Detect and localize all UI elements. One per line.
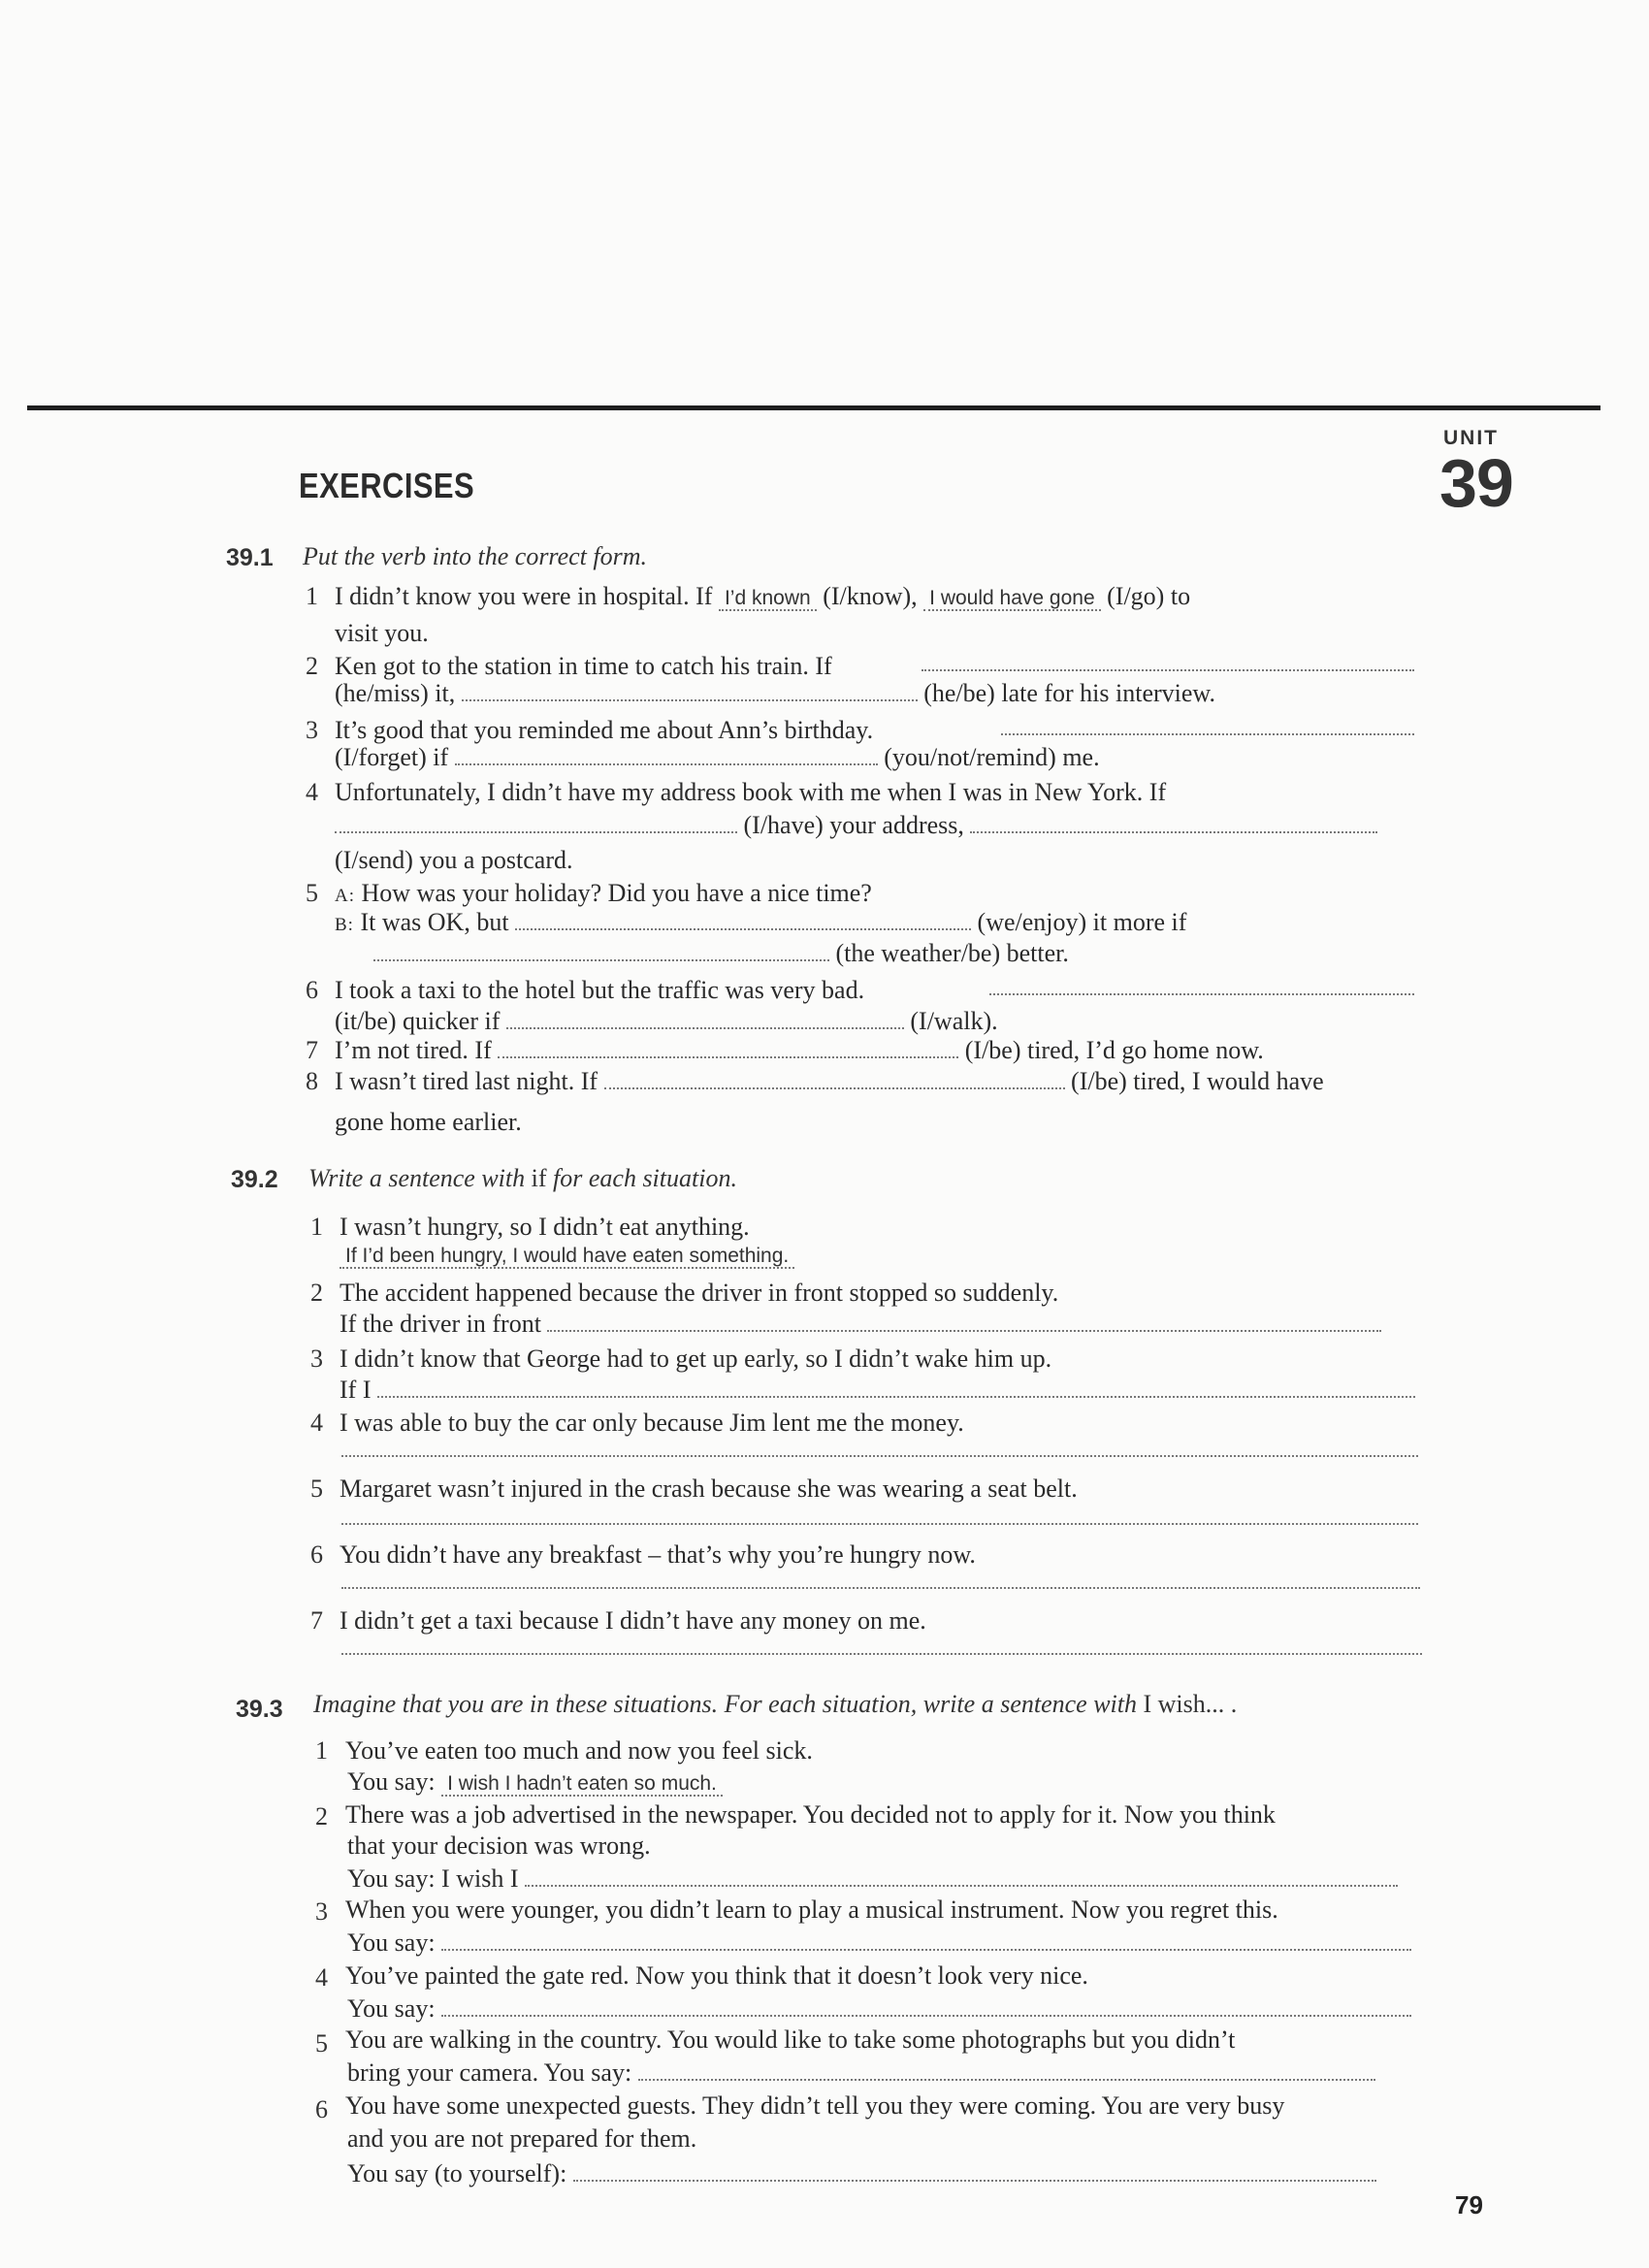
exercise-item: Unfortunately, I didn’t have my address book with me when I was in New York. If [335, 778, 1167, 806]
exercise-item-continued: gone home earlier. [335, 1108, 522, 1136]
exercise-item-continued: (I/send) you a postcard. [335, 846, 573, 874]
exercise-item: You’ve painted the gate red. Now you think that it doesn’t look very nice. [345, 1961, 1088, 1990]
exercise-item: I didn’t know you were in hospital. If I’d known (I/know), I would have gone (I/go) to [335, 582, 1191, 610]
exercise-item: I was able to buy the car only because Jim lent me the money. [340, 1409, 964, 1437]
item-number: 3 [306, 716, 318, 744]
exercise-item-continued [340, 1240, 794, 1271]
item-number: 5 [315, 2029, 328, 2057]
answer-blank[interactable] [373, 942, 829, 961]
exercise-item: The accident happened because the driver in front stopped so suddenly. [340, 1279, 1059, 1307]
answer-blank[interactable] [922, 669, 1414, 671]
exercise-item: There was a job advertised in the newspaper. You decided not to apply for it. Now you think [345, 1800, 1276, 1829]
exercise-item: When you were younger, you didn’t learn to play a musical instrument. Now you regret this. [345, 1895, 1278, 1924]
answer-example: I would have gone [923, 587, 1100, 611]
item-number: 1 [310, 1213, 323, 1241]
answer-blank[interactable] [455, 746, 878, 765]
exercise-item: You’ve eaten too much and now you feel sick. [345, 1736, 813, 1765]
answer-blank[interactable] [525, 1867, 1398, 1887]
answer-blank[interactable] [441, 1931, 1411, 1951]
exercise-item-continued: You say: [347, 1994, 1411, 2024]
exercise-item-continued: You say (to yourself): [347, 2159, 1376, 2188]
answer-blank[interactable] [498, 1039, 958, 1058]
exercise-item-continued: (it/be) quicker if (I/walk). [335, 1007, 998, 1035]
exercise-item-continued: If the driver in front [340, 1310, 1381, 1339]
exercise-item-continued: You say: I wish I [347, 1864, 1398, 1894]
exercise-item: You didn’t have any breakfast – that’s why you’re hungry now. [340, 1540, 976, 1569]
answer-blank[interactable] [604, 1070, 1065, 1089]
exercise-number-39-3: 39.3 [236, 1696, 283, 1723]
item-number: 2 [310, 1279, 323, 1307]
exercise-item: It’s good that you reminded me about Ann’s birthday. [335, 716, 874, 744]
item-number: 8 [306, 1067, 318, 1095]
item-number: 7 [310, 1606, 323, 1635]
exercise-item: You have some unexpected guests. They didn’t tell you they were coming. You are very busy [345, 2091, 1285, 2120]
exercise-item: Margaret wasn’t injured in the crash because she was wearing a seat belt. [340, 1474, 1078, 1503]
answer-blank[interactable] [506, 1010, 904, 1029]
exercise-item: You are walking in the country. You would like to take some photographs but you didn’t [345, 2025, 1236, 2054]
page-number: 79 [1455, 2190, 1483, 2219]
exercise-item: I took a taxi to the hotel but the traffic was very bad. [335, 976, 865, 1004]
exercise-item-continued: visit you. [335, 619, 429, 647]
exercise-item-continued: You say: [347, 1928, 1411, 1958]
answer-blank[interactable] [547, 1312, 1381, 1332]
answer-example: If I’d been hungry, I would have eaten something. [340, 1245, 794, 1269]
item-number: 5 [310, 1474, 323, 1503]
exercise-item-continued: (I/have) your address, [335, 811, 1377, 840]
exercise-item-continued: (he/miss) it, (he/be) late for his interview. [335, 679, 1216, 707]
item-number: 3 [315, 1897, 328, 1926]
item-number: 4 [315, 1963, 328, 1992]
item-number: 6 [310, 1540, 323, 1569]
exercise-instruction: Write a sentence with if for each situation. [308, 1164, 737, 1192]
answer-blank[interactable] [989, 993, 1414, 995]
answer-blank[interactable] [441, 1997, 1411, 2017]
answer-blank[interactable] [335, 814, 737, 833]
item-number: 1 [306, 582, 318, 610]
exercise-item-continued: and you are not prepared for them. [347, 2124, 697, 2153]
answer-blank[interactable] [462, 682, 918, 701]
exercise-item: I’m not tired. If (I/be) tired, I’d go home now. [335, 1036, 1264, 1064]
item-number: 3 [310, 1345, 323, 1373]
item-number: 2 [306, 652, 318, 680]
exercise-item: I didn’t get a taxi because I didn’t have any money on me. [340, 1606, 926, 1635]
answer-blank[interactable] [638, 2061, 1375, 2081]
exercise-item: I didn’t know that George had to get up early, so I didn’t wake him up. [340, 1345, 1052, 1373]
exercise-item-continued: You say: I wish I hadn’t eaten so much. [347, 1767, 723, 1798]
item-number: 2 [315, 1802, 328, 1831]
exercises-title: EXERCISES [299, 466, 475, 505]
answer-blank[interactable] [377, 1378, 1415, 1398]
answer-blank[interactable] [970, 814, 1377, 833]
answer-example: I’d known [719, 587, 817, 611]
item-number: 7 [306, 1036, 318, 1064]
exercise-item-continued: (the weather/be) better. [373, 939, 1069, 968]
exercise-item-continued: (I/forget) if (you/not/remind) me. [335, 743, 1100, 771]
item-number: 6 [306, 976, 318, 1004]
answer-blank[interactable] [1001, 733, 1414, 735]
answer-example: I wish I hadn’t eaten so much. [441, 1772, 723, 1797]
exercise-item: I wasn’t tired last night. If (I/be) tired, I would have [335, 1067, 1324, 1095]
exercise-number-39-1: 39.1 [226, 544, 274, 571]
answer-blank[interactable] [515, 911, 971, 930]
item-number: 4 [306, 778, 318, 806]
answer-blank[interactable] [573, 2162, 1376, 2182]
exercise-item: Ken got to the station in time to catch his train. If [335, 652, 832, 680]
answer-blank[interactable] [341, 1455, 1418, 1457]
exercise-item-continued: B: It was OK, but (we/enjoy) it more if [335, 908, 1187, 936]
unit-label: UNIT [1443, 427, 1499, 449]
answer-blank[interactable] [341, 1523, 1418, 1525]
item-number: 5 [306, 879, 318, 907]
exercise-item: A: How was your holiday? Did you have a nice time? [335, 879, 872, 907]
exercise-item-continued: If I [340, 1376, 1415, 1405]
exercise-instruction: Put the verb into the correct form. [303, 542, 648, 570]
exercise-number-39-2: 39.2 [231, 1166, 278, 1193]
item-number: 1 [315, 1736, 328, 1765]
answer-blank[interactable] [341, 1653, 1422, 1655]
item-number: 6 [315, 2095, 328, 2123]
exercise-item: I wasn’t hungry, so I didn’t eat anything. [340, 1213, 750, 1241]
exercise-instruction: Imagine that you are in these situations. For each situation, write a sentence with I wish... . [313, 1690, 1238, 1718]
answer-blank[interactable] [341, 1587, 1420, 1589]
item-number: 4 [310, 1409, 323, 1437]
header-rule [27, 405, 1600, 410]
exercise-item-continued: bring your camera. You say: [347, 2058, 1375, 2088]
unit-number: 39 [1439, 445, 1513, 521]
exercise-item-continued: that your decision was wrong. [347, 1831, 651, 1860]
